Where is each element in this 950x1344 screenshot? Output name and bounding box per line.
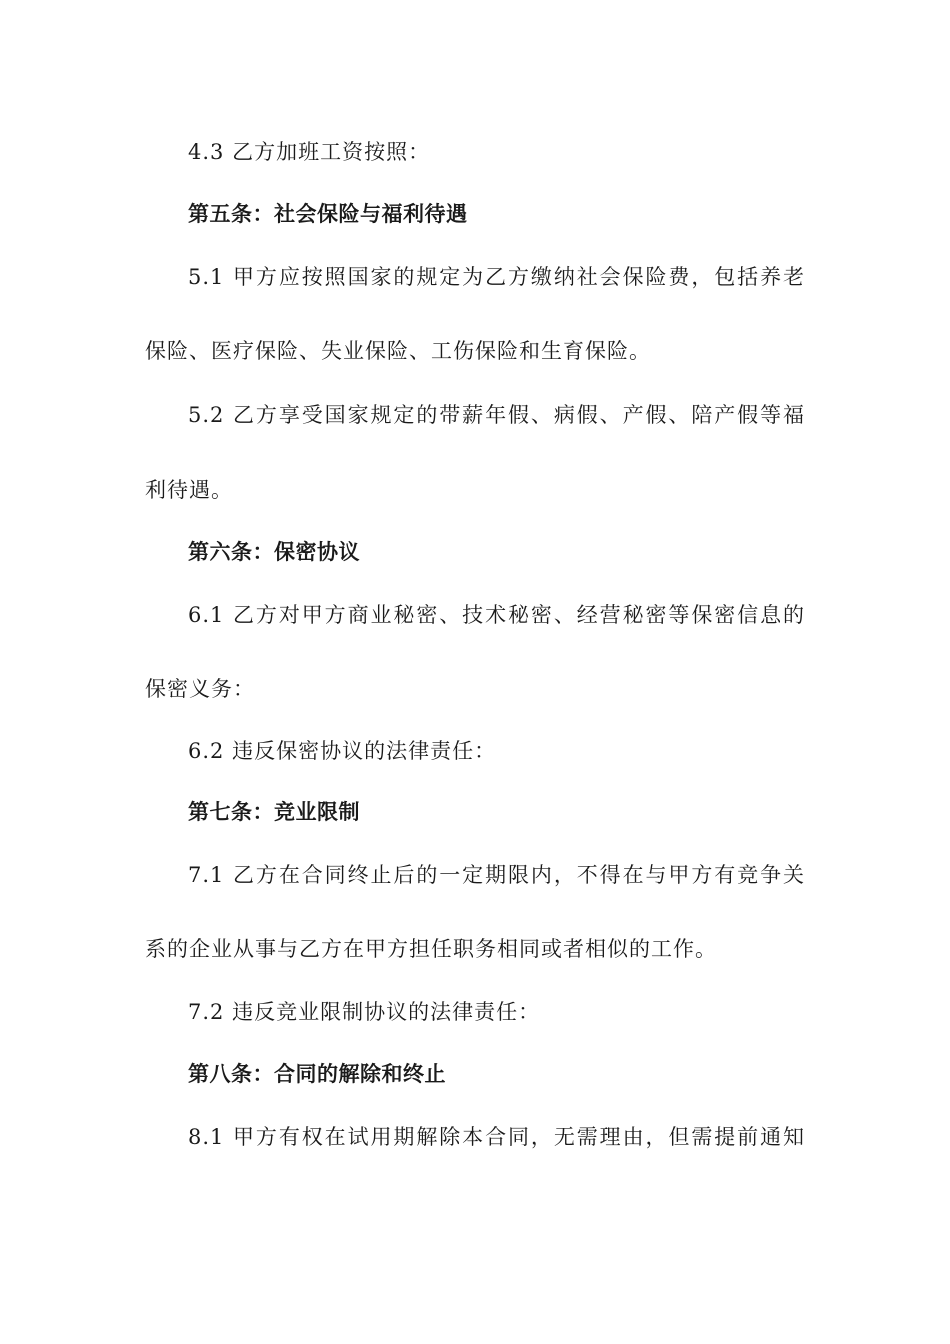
article-6-heading: 第六条：保密协议: [188, 540, 360, 564]
clause-5-2-line-2: 利待遇。: [145, 478, 233, 502]
clause-6-1-line-2: 保密义务：: [145, 677, 255, 701]
clause-8-1-line-1: 8.1 甲方有权在试用期解除本合同，无需理由，但需提前通知: [188, 1125, 805, 1149]
article-5-heading: 第五条：社会保险与福利待遇: [188, 202, 468, 226]
article-7-heading: 第七条：竞业限制: [188, 800, 360, 824]
clause-5-1-line-1: 5.1 甲方应按照国家的规定为乙方缴纳社会保险费，包括养老: [188, 265, 805, 289]
clause-6-2: 6.2 违反保密协议的法律责任：: [188, 739, 497, 763]
clause-7-1-line-1: 7.1 乙方在合同终止后的一定期限内，不得在与甲方有竞争关: [188, 863, 805, 887]
clause-7-2: 7.2 违反竞业限制协议的法律责任：: [188, 1000, 541, 1024]
clause-6-1-line-1: 6.1 乙方对甲方商业秘密、技术秘密、经营秘密等保密信息的: [188, 603, 805, 627]
clause-5-1-line-2: 保险、医疗保险、失业保险、工伤保险和生育保险。: [145, 339, 651, 363]
clause-5-2-line-1: 5.2 乙方享受国家规定的带薪年假、病假、产假、陪产假等福: [188, 403, 805, 427]
article-8-heading: 第八条：合同的解除和终止: [188, 1062, 446, 1086]
clause-4-3: 4.3 乙方加班工资按照：: [188, 140, 431, 164]
clause-7-1-line-2: 系的企业从事与乙方在甲方担任职务相同或者相似的工作。: [145, 937, 717, 961]
